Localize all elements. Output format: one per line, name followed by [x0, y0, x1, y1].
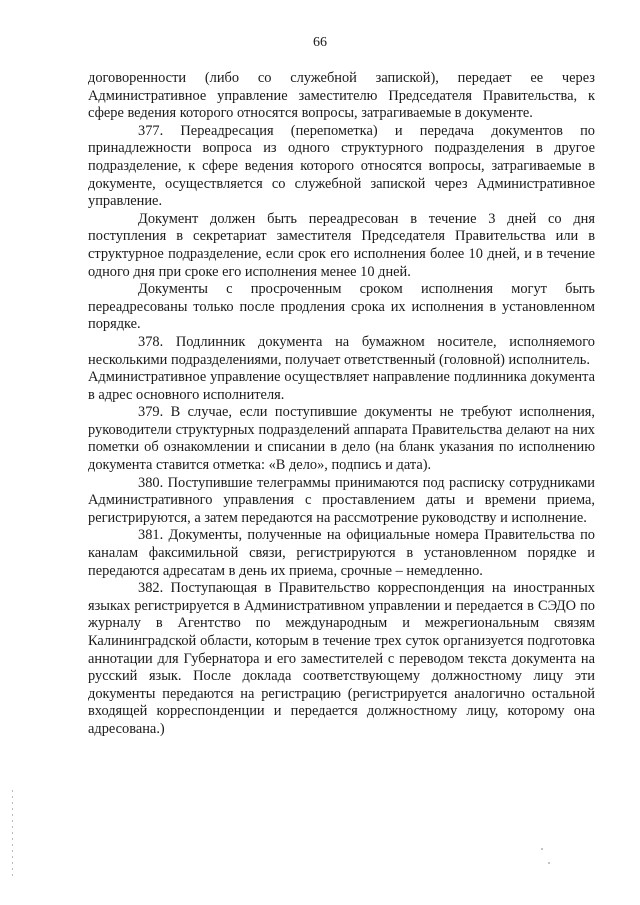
- paragraph-380: 380. Поступившие телеграммы принимаются под расписку сотрудниками Административного управления с проставлением даты и времени приема, регистрируются, а затем передаются на рассмотрение руководству и исполнение.: [88, 474, 595, 526]
- scan-speck: [541, 848, 543, 850]
- paragraph-382: 382. Поступающая в Правительство корреспонденция на иностранных языках регистрируется в Административном управлении и передается в СЭДО по журналу в Агентство по международным и межрегиональным связям Калининградской области, которым в течение трех суток организуется подготовка аннотации для Губернатора и его заместителей с переводом текста документа на русский язык. После доклада соответствующему должностному лицу эти документы передаются на регистрацию (регистрируется аналогично остальной входящей корреспонденции и передается должностному лицу, которому она адресована.): [88, 580, 595, 737]
- paragraph-overdue-documents: Документы с просроченным сроком исполнения могут быть переадресованы только после продления срока их исполнения в установленном порядке.: [88, 281, 595, 333]
- paragraph-original-direction: Административное управление осуществляет направление подлинника документа в адрес основного исполнителя.: [88, 369, 595, 403]
- page-number: 66: [313, 35, 327, 50]
- scan-margin-mark: [12, 790, 13, 880]
- paragraph-379: 379. В случае, если поступившие документы не требуют исполнения, руководители структурных подразделений аппарата Правительства делают на них пометки об ознакомлении и списании в дело (на бланк указания по исполнению документа ставится отметка: «В дело», подпись и дата).: [88, 404, 595, 474]
- document-body: [88, 70, 595, 739]
- paragraph-377: 377. Переадресация (перепометка) и передача документов по принадлежности вопроса из одного структурного подразделения в другое подразделение, к сфере ведения которого относятся вопросы, затрагиваемые в документе, осуществляется со служебной запиской через Административное управление.: [88, 122, 595, 210]
- paragraph-381: 381. Документы, полученные на официальные номера Правительства по каналам факсимильной связи, регистрируются в установленном порядке и передаются адресатам в день их приема, срочные – немедленно.: [88, 527, 595, 579]
- paragraph-readdress-deadline: Документ должен быть переадресован в течение 3 дней со дня поступления в секретариат заместителя Председателя Правительства или в структурное подразделение, если срок его исполнения более 10 дней, и в течение одного дня при сроке его исполнения менее 10 дней.: [88, 210, 595, 280]
- paragraph-378: 378. Подлинник документа на бумажном носителе, исполняемого несколькими подразделениями, получает ответственный (головной) исполнитель.: [88, 333, 595, 368]
- scan-speck: [548, 862, 550, 864]
- paragraph-continuation: договоренности (либо со служебной запиской), передает ее через Административное управление заместителю Председателя Правительства, к сфере ведения которого относятся вопросы, затрагиваемые в документе.: [88, 70, 595, 122]
